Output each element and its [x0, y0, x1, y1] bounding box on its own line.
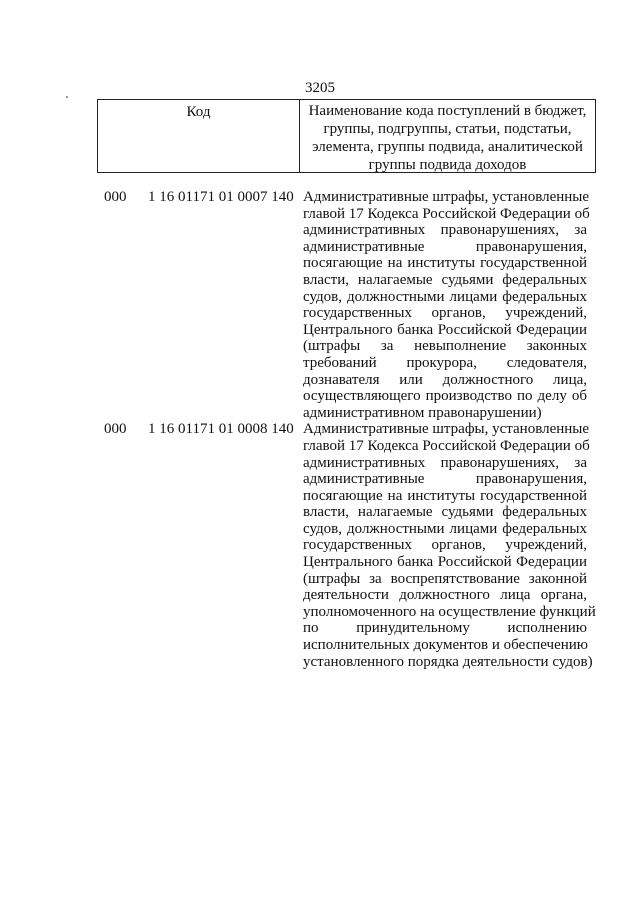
admin-code: 000: [104, 421, 127, 438]
revenue-description: [303, 421, 596, 670]
description-line: административные правонарушения,: [303, 238, 587, 255]
table-header: [97, 99, 596, 173]
description-line: посягающие на институты государственной: [303, 255, 587, 272]
header-name-line: группы подвида доходов: [368, 157, 527, 173]
description-line: требований прокурора, следователя,: [303, 354, 587, 371]
admin-code: 000: [104, 189, 127, 205]
description-line: власти, налагаемые судьями федеральных: [303, 271, 587, 288]
table-body: [0, 189, 640, 670]
description-line: по принудительному исполнению: [303, 620, 587, 637]
revenue-description: [303, 189, 590, 421]
description-line: исполнительных документов и обеспечению: [303, 637, 588, 654]
header-name-cell: [300, 100, 595, 172]
header-name-line: Наименование кода поступлений в бюджет,: [308, 103, 587, 119]
description-line: установленного порядка деятельности судов): [303, 653, 593, 670]
revenue-code: 1 16 01171 01 0008 140: [148, 421, 294, 438]
description-line: административном правонарушении): [303, 404, 542, 421]
description-line: административных правонарушениях, за: [303, 222, 587, 239]
revenue-code: 1 16 01171 01 0007 140: [148, 189, 294, 205]
table-row: [0, 189, 640, 421]
description-line: судов, должностными лицами федеральных: [303, 288, 587, 305]
description-line: дознавателя или должностного лица,: [303, 371, 587, 388]
description-line: уполномоченного на осуществление функций: [303, 603, 596, 620]
description-line: осуществляющего производство по делу об: [303, 388, 587, 405]
description-line: деятельности должностного лица органа,: [303, 587, 587, 604]
page-number: 3205: [305, 80, 335, 96]
description-line: главой 17 Кодекса Российской Федерации об: [303, 205, 590, 222]
description-line: главой 17 Кодекса Российской Федерации об: [303, 437, 590, 454]
description-line: судов, должностными лицами федеральных: [303, 520, 587, 537]
header-name-line: элемента, группы подвида, аналитической: [312, 139, 583, 155]
table-row: [0, 421, 640, 670]
description-line: административные правонарушения,: [303, 471, 587, 488]
description-line: Центрального банка Российской Федерации: [303, 554, 587, 571]
description-line: Административные штрафы, установленные: [303, 421, 590, 438]
description-line: административных правонарушениях, за: [303, 454, 587, 471]
description-line: (штрафы за невыполнение законных: [303, 338, 587, 355]
description-line: Административные штрафы, установленные: [303, 189, 590, 205]
header-code-cell: Код: [98, 100, 300, 172]
description-line: власти, налагаемые судьями федеральных: [303, 504, 587, 521]
header-name-line: группы, подгруппы, статьи, подстатьи,: [323, 121, 572, 137]
description-line: Центрального банка Российской Федерации: [303, 321, 587, 338]
description-line: государственных органов, учреждений,: [303, 305, 587, 322]
description-line: (штрафы за воспрепятствование законной: [303, 570, 587, 587]
description-line: государственных органов, учреждений,: [303, 537, 587, 554]
description-line: посягающие на институты государственной: [303, 487, 587, 504]
